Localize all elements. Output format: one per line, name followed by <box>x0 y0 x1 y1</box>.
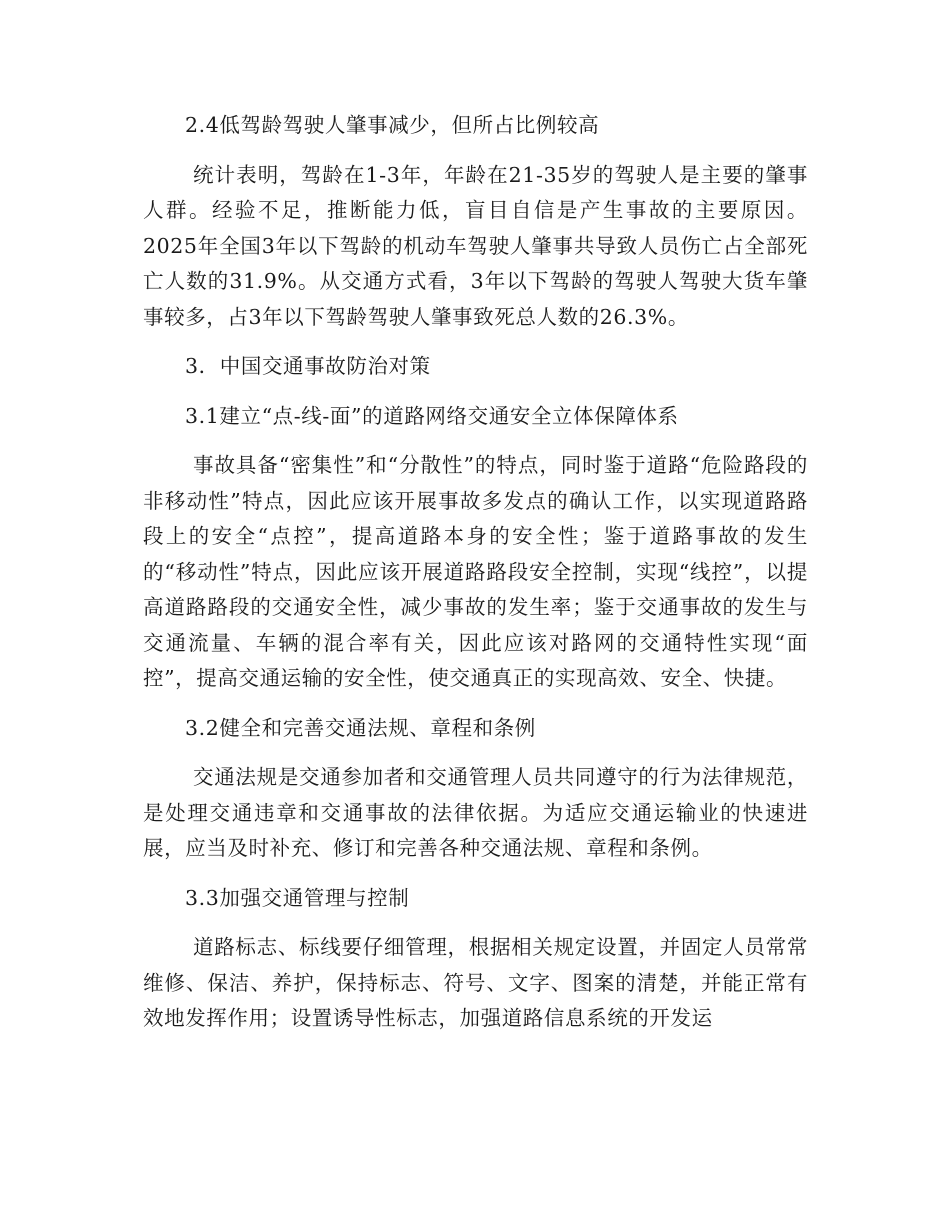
document-body <box>143 108 808 1051</box>
paragraph-3-3: 道路标志、标线要仔细管理，根据相关规定设置，并固定人员常常维修、保洁、养护，保持标志、符号、文字、图案的清楚，并能正常有效地发挥作用；设置诱导性标志，加强道路信息系统的开发运 <box>143 935 808 1030</box>
paragraph-3-1: 事故具备“密集性”和“分散性”的特点，同时鉴于道路“危险路段的非移动性”特点，因此应该开展事故多发点的确认工作，以实现道路路段上的安全“点控”，提高道路本身的安全性；鉴于道路事故的发生的“移动性”特点，因此应该开展道路路段安全控制，实现“线控”，以提高道路路段的交通安全性，减少事故的发生率；鉴于交通事故的发生与交通流量、车辆的混合率有关，因此应该对路网的交通特性实现“面控”，提高交通运输的安全性，使交通真正的实现高效、安全、快捷。 <box>143 453 808 690</box>
section-heading-3: 3．中国交通事故防治对策 <box>185 354 431 378</box>
paragraph-3-2: 交通法规是交通参加者和交通管理人员共同遵守的行为法律规范，是处理交通违章和交通事故的法律依据。为适应交通运输业的快速进展，应当及时补充、修订和完善各种交通法规、章程和条例。 <box>143 765 808 860</box>
section-heading-3-2: 3.2健全和完善交通法规、章程和条例 <box>185 715 536 740</box>
paragraph-2-4: 统计表明，驾龄在1-3年，年龄在21-35岁的驾驶人是主要的肇事人群。经验不足，推断能力低，盲目自信是产生事故的主要原因。2025年全国3年以下驾龄的机动车驾驶人肇事共导致人员伤亡占全部死亡人数的31.9%。从交通方式看，3年以下驾龄的驾驶人驾驶大货车肇事较多，占3年以下驾龄驾驶人肇事致死总人数的26.3%。 <box>143 162 808 329</box>
section-heading-3-1: 3.1建立“点-线-面”的道路网络交通安全立体保障体系 <box>185 403 679 428</box>
section-heading-2-4: 2.4低驾龄驾驶人肇事减少，但所占比例较高 <box>185 113 600 137</box>
section-heading-3-3: 3.3加强交通管理与控制 <box>185 885 410 910</box>
